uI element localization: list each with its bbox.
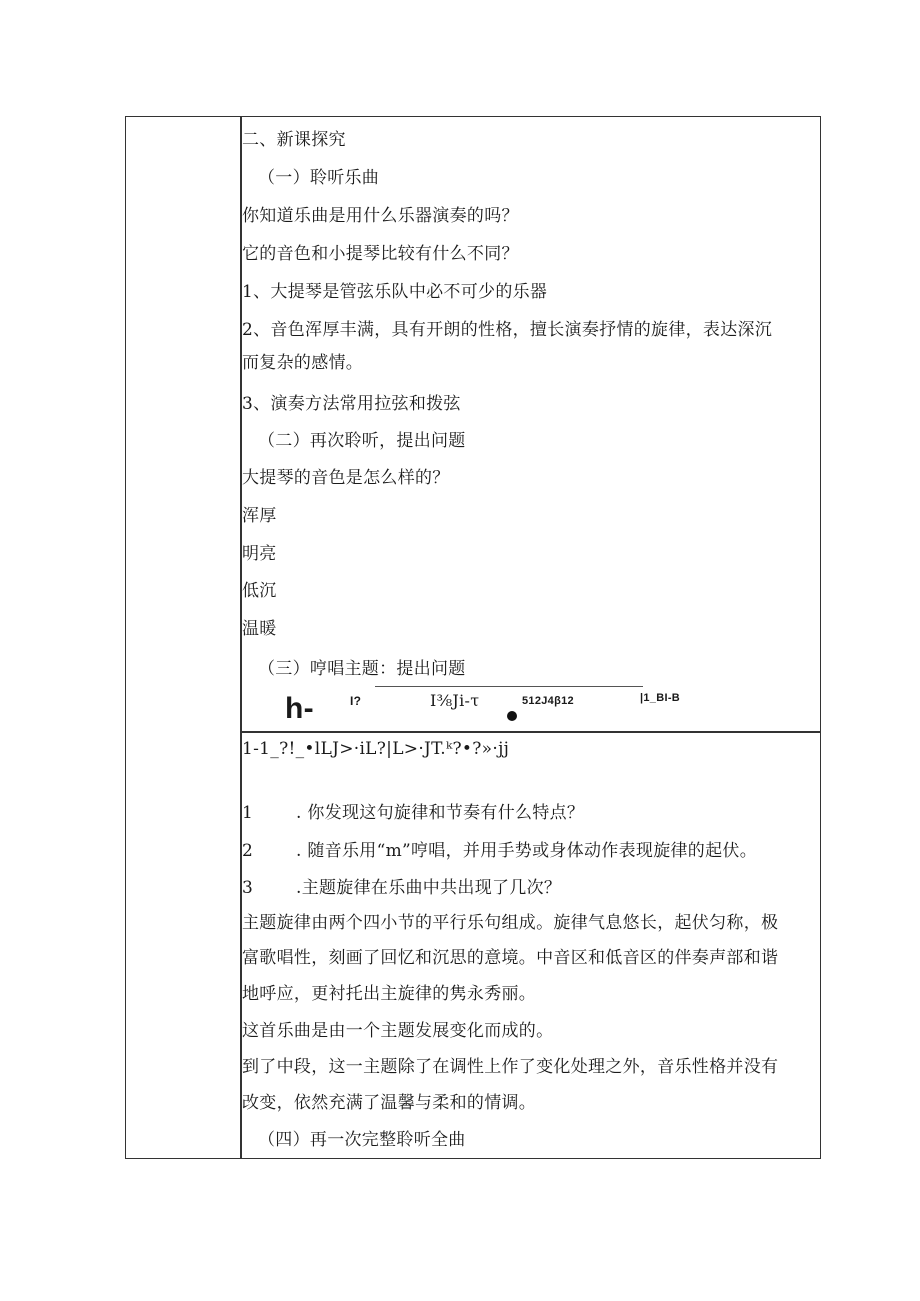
analysis-paragraph-2: 这首乐曲是由一个主题发展变化而成的。: [242, 1021, 554, 1041]
part3-title: （三）哼唱主题：提出问题: [258, 659, 466, 679]
part1-title: （一）聆听乐曲: [258, 168, 380, 188]
score-mark-end: |1_BI-B: [640, 692, 681, 704]
question-cello-timbre: 大提琴的音色是怎么样的？: [242, 468, 450, 488]
point-1: 1、大提琴是管弦乐队中必不可少的乐器: [242, 282, 548, 302]
analysis-paragraph-1-line-1: 主题旋律由两个四小节的平行乐句组成。旋律气息悠长，起伏匀称，极: [242, 913, 779, 933]
point-3: 3、演奏方法常用拉弦和拨弦: [242, 394, 461, 414]
analysis-paragraph-1-line-3: 地呼应，更衬托出主旋律的隽永秀丽。: [242, 984, 537, 1004]
score-mark-q: I?: [350, 694, 362, 708]
question-text: . 你发现这句旋律和节奏有什么特点？: [296, 803, 585, 823]
question-number: 2: [242, 841, 254, 861]
analysis-paragraph-3-line-1: 到了中段，这一主题除了在调性上作了变化处理之外，音乐性格并没有: [242, 1057, 779, 1077]
question-number: 3: [242, 878, 254, 898]
part4-title: （四）再一次完整聆听全曲: [258, 1130, 466, 1150]
option-item: 低沉: [242, 581, 277, 601]
analysis-paragraph-3-line-2: 改变，依然充满了温馨与柔和的情调。: [242, 1093, 537, 1113]
analysis-paragraph-1-line-2: 富歌唱性，刻画了回忆和沉思的意境。中音区和低音区的伴奏声部和谐: [242, 948, 779, 968]
question-timbre-compare: 它的音色和小提琴比较有什么不同？: [242, 244, 519, 264]
question-instrument: 你知道乐曲是用什么乐器演奏的吗？: [242, 206, 519, 226]
option-item: 温暖: [242, 619, 277, 639]
section-heading: 二、新课探究: [242, 130, 346, 150]
table-row-divider: [240, 731, 821, 733]
question-number: 1: [242, 803, 254, 823]
point-2-line-1: 2、音色浑厚丰满，具有开朗的性格，擅长演奏抒情的旋律，表达深沉: [242, 320, 773, 340]
option-item: 明亮: [242, 544, 277, 564]
option-item: 浑厚: [242, 506, 277, 526]
score-notation-line: 1-1_?!_•lLJ>·iL?|L>·JT.ᵏ?•?»·jj: [242, 739, 510, 759]
score-staff-rule: [375, 686, 643, 687]
question-text: . 随音乐用“m”哼唱，并用手势或身体动作表现旋律的起伏。: [296, 841, 758, 861]
score-mark-num: 512J4β12: [522, 695, 574, 707]
score-mark-mid: I⅜Ji-τ: [430, 691, 480, 710]
point-2-line-2: 而复杂的感情。: [242, 353, 364, 373]
score-mark-h: h-: [285, 692, 314, 725]
question-text: .主题旋律在乐曲中共出现了几次？: [296, 878, 562, 898]
score-dot: [507, 711, 517, 721]
part2-title: （二）再次聆听，提出问题: [258, 431, 466, 451]
